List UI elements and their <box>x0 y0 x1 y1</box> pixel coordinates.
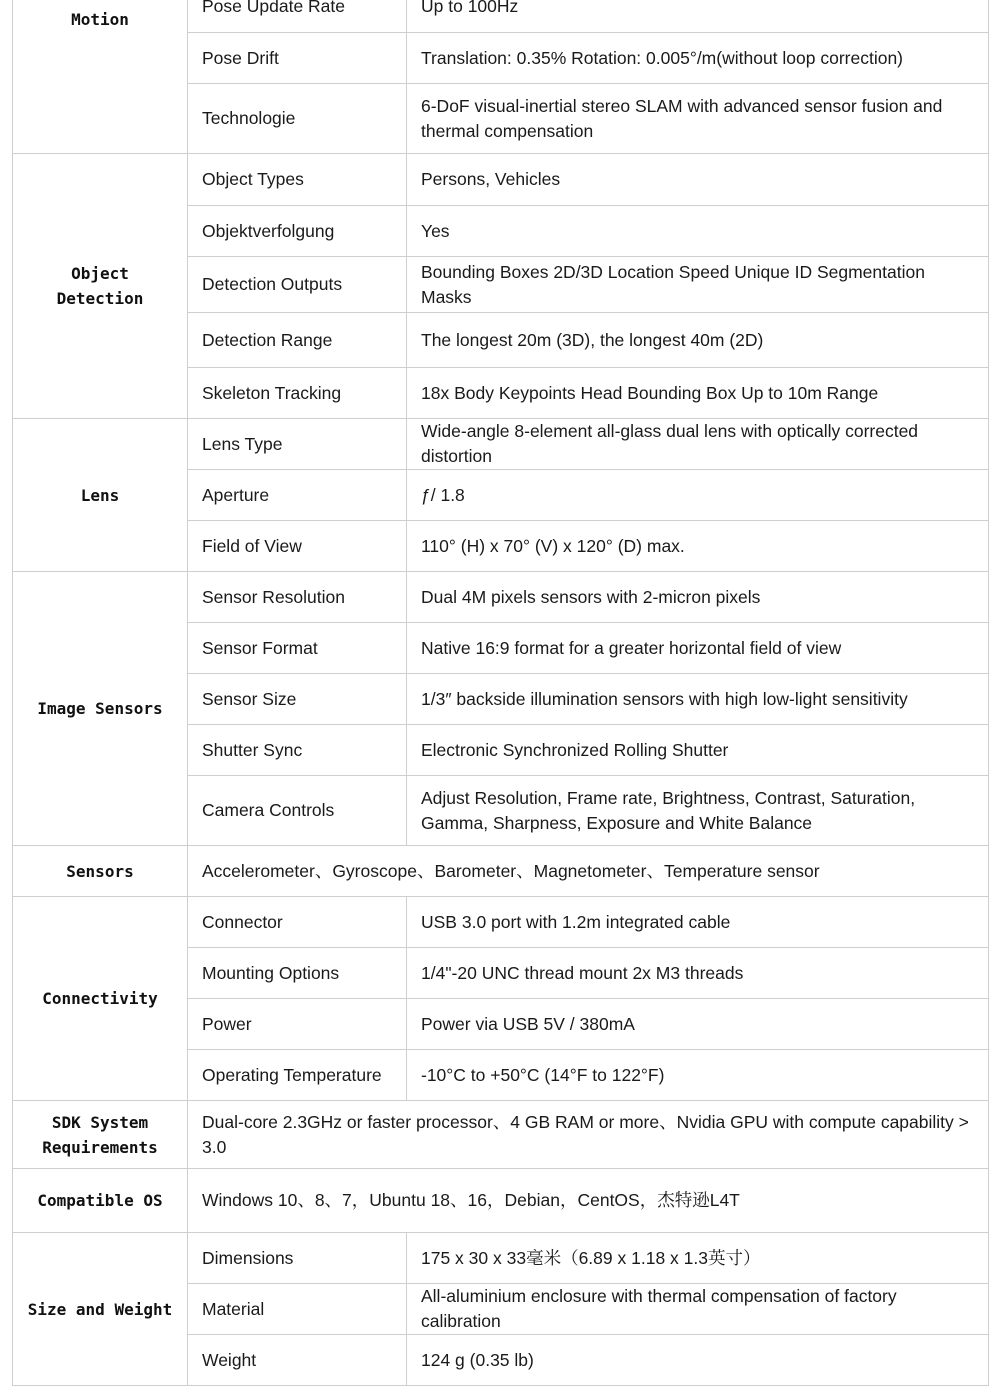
param-label: Pose Update Rate <box>188 0 407 33</box>
spec-table <box>12 0 989 1386</box>
sensors-value: Accelerometer、Gyroscope、Barometer、Magnetometer、Temperature sensor <box>188 846 989 897</box>
param-value: Native 16:9 format for a greater horizontal field of view <box>407 623 989 674</box>
param-value: Adjust Resolution, Frame rate, Brightness, Contrast, Saturation, Gamma, Sharpness, Exposure and White Balance <box>407 776 989 846</box>
category-sdk-requirements: SDK System Requirements <box>13 1101 188 1169</box>
param-label: Pose Drift <box>188 33 407 84</box>
os-value: Windows 10、8、7，Ubuntu 18、16，Debian，CentOS，杰特逊L4T <box>188 1169 989 1233</box>
param-value: -10°C to +50°C (14°F to 122°F) <box>407 1050 989 1101</box>
param-value: Persons, Vehicles <box>407 154 989 206</box>
param-label: Power <box>188 999 407 1050</box>
table-row <box>13 0 989 33</box>
category-compatible-os: Compatible OS <box>13 1169 188 1233</box>
param-value: Translation: 0.35% Rotation: 0.005°/m(without loop correction) <box>407 33 989 84</box>
param-value: Yes <box>407 206 989 257</box>
param-label: Material <box>188 1284 407 1335</box>
param-label: Detection Range <box>188 313 407 368</box>
param-label: Shutter Sync <box>188 725 407 776</box>
param-value: Dual 4M pixels sensors with 2-micron pixels <box>407 572 989 623</box>
param-label: Connector <box>188 897 407 948</box>
param-value: USB 3.0 port with 1.2m integrated cable <box>407 897 989 948</box>
category-motion: Motion <box>13 0 188 154</box>
category-lens: Lens <box>13 419 188 572</box>
param-label: Field of View <box>188 521 407 572</box>
table-row <box>13 897 989 948</box>
param-value: ƒ/ 1.8 <box>407 470 989 521</box>
param-label: Camera Controls <box>188 776 407 846</box>
param-value: The longest 20m (3D), the longest 40m (2D) <box>407 313 989 368</box>
param-value: 175 x 30 x 33毫米（6.89 x 1.18 x 1.3英寸） <box>407 1233 989 1284</box>
param-value: 18x Body Keypoints Head Bounding Box Up to 10m Range <box>407 368 989 419</box>
param-value: Up to 100Hz <box>407 0 989 33</box>
sdk-value: Dual-core 2.3GHz or faster processor、4 GB RAM or more、Nvidia GPU with compute capability > 3.0 <box>188 1101 989 1169</box>
param-label: Skeleton Tracking <box>188 368 407 419</box>
param-label: Object Types <box>188 154 407 206</box>
param-value: 1/3″ backside illumination sensors with high low-light sensitivity <box>407 674 989 725</box>
table-row <box>13 154 989 206</box>
param-label: Sensor Size <box>188 674 407 725</box>
param-label: Dimensions <box>188 1233 407 1284</box>
param-value: Electronic Synchronized Rolling Shutter <box>407 725 989 776</box>
table-row <box>13 1169 989 1233</box>
param-label: Lens Type <box>188 419 407 470</box>
param-label: Aperture <box>188 470 407 521</box>
param-label: Sensor Format <box>188 623 407 674</box>
param-value: 124 g (0.35 lb) <box>407 1335 989 1386</box>
param-label: Detection Outputs <box>188 257 407 313</box>
category-connectivity: Connectivity <box>13 897 188 1101</box>
param-value: Wide-angle 8-element all-glass dual lens with optically corrected distortion <box>407 419 989 470</box>
param-value: Bounding Boxes 2D/3D Location Speed Unique ID Segmentation Masks <box>407 257 989 313</box>
param-label: Weight <box>188 1335 407 1386</box>
param-value: 6-DoF visual-inertial stereo SLAM with advanced sensor fusion and thermal compensation <box>407 84 989 154</box>
category-size-weight: Size and Weight <box>13 1233 188 1386</box>
category-sensors: Sensors <box>13 846 188 897</box>
param-value: All-aluminium enclosure with thermal compensation of factory calibration <box>407 1284 989 1335</box>
param-value: Power via USB 5V / 380mA <box>407 999 989 1050</box>
param-value: 1/4"-20 UNC thread mount 2x M3 threads <box>407 948 989 999</box>
param-label: Sensor Resolution <box>188 572 407 623</box>
table-row <box>13 1101 989 1169</box>
table-row <box>13 846 989 897</box>
table-row <box>13 1233 989 1284</box>
param-label: Objektverfolgung <box>188 206 407 257</box>
category-object-detection: Object Detection <box>13 154 188 419</box>
table-row <box>13 419 989 470</box>
param-label: Operating Temperature <box>188 1050 407 1101</box>
table-row <box>13 572 989 623</box>
category-image-sensors: Image Sensors <box>13 572 188 846</box>
param-value: 110° (H) x 70° (V) x 120° (D) max. <box>407 521 989 572</box>
param-label: Mounting Options <box>188 948 407 999</box>
param-label: Technologie <box>188 84 407 154</box>
